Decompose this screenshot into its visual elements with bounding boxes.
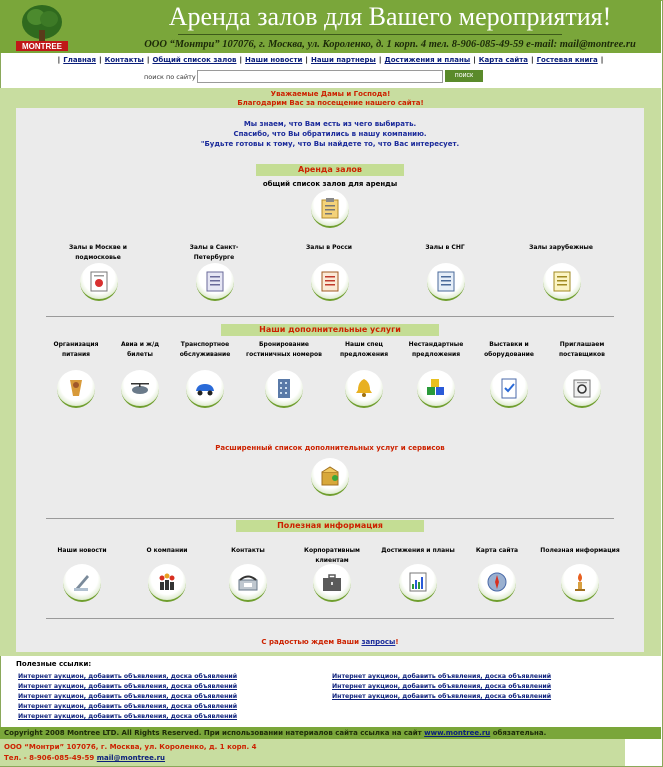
extended-services-button[interactable] — [311, 458, 349, 496]
search-label: поиск по сайту — [144, 73, 196, 81]
special-offers-button[interactable] — [345, 370, 383, 408]
search-input[interactable] — [197, 70, 443, 83]
suppliers-button[interactable] — [563, 370, 601, 408]
service-label-line2: гостиничных номеров — [246, 351, 322, 358]
document-icon — [203, 269, 227, 293]
useful-link[interactable]: Интернет аукцион, добавить объявления, доска объявлений — [18, 713, 238, 720]
welcome-line-1: Уважаемые Дамы и Господа! — [270, 90, 391, 98]
service-label-line1: Наши спец — [345, 341, 383, 348]
all-halls-button[interactable] — [311, 190, 349, 228]
extended-services-link[interactable]: Расширенный список дополнительных услуг и сервисов — [215, 444, 445, 452]
requests-suffix: ! — [395, 638, 399, 646]
info-label-line1: Полезная информация — [540, 547, 620, 554]
service-label-line2: предложения — [411, 351, 461, 358]
useful-link[interactable]: Интернет аукцион, добавить объявления, доска объявлений — [332, 693, 552, 700]
useful-link[interactable]: Интернет аукцион, добавить объявления, доска объявлений — [18, 693, 238, 700]
nav-separator: | — [57, 56, 61, 64]
food-icon — [64, 376, 88, 400]
transport-button[interactable] — [186, 370, 224, 408]
package-icon — [318, 464, 342, 488]
divider — [46, 618, 614, 619]
car-icon — [193, 376, 217, 400]
info-label-line1: Карта сайта — [475, 547, 519, 554]
header — [0, 0, 661, 53]
service-label-line1: Транспортное — [180, 341, 230, 348]
custom-offers-button[interactable] — [417, 370, 455, 408]
useful-link[interactable]: Интернет аукцион, добавить объявления, доска объявлений — [18, 703, 238, 710]
info-label-line2: клиентам — [315, 557, 349, 564]
bar-chart-icon — [406, 570, 430, 594]
service-label-line1: Авиа и ж/д — [120, 341, 160, 348]
copyright-text: Copyright 2008 Montree LTD. All Rights Reserved. При использовании натериалов сайта ссылка на сайт — [4, 729, 425, 737]
nav-separator: | — [99, 56, 102, 64]
header-contact: ООО “Монтри” 107076, г. Москва, ул. Короленко, д. 1 корп. 4 тел. 8-906-085-49-59 e-mail: mail@montree.ru — [144, 39, 636, 50]
footer-address — [0, 739, 661, 766]
sitemap-button[interactable] — [478, 564, 516, 602]
nav-item-5[interactable]: Достижения и планы — [384, 56, 471, 64]
copyright-end: обязательна. — [490, 729, 547, 737]
halls-cis-button[interactable] — [427, 263, 465, 301]
news-button[interactable] — [63, 564, 101, 602]
useful-links-title: Полезные ссылки: — [16, 660, 92, 668]
logo-text: MONTREE — [22, 42, 62, 51]
cubes-icon — [424, 376, 448, 400]
nav-item-0[interactable]: Главная — [63, 56, 97, 64]
tickets-button[interactable] — [121, 370, 159, 408]
rental-label-2[interactable]: Залы в Росси — [306, 244, 352, 251]
rental-subtitle: общий список залов для аренды — [262, 180, 398, 188]
useful-link[interactable]: Интернет аукцион, добавить объявления, доска объявлений — [18, 673, 238, 680]
phone-icon — [236, 570, 260, 594]
rental-label-1[interactable]: Залы в Санкт-Петербурге — [189, 244, 239, 261]
nav-item-1[interactable]: Контакты — [104, 56, 144, 64]
info-label-line1: Контакты — [231, 547, 265, 554]
exhibitions-button[interactable] — [490, 370, 528, 408]
footer-phone-line — [4, 754, 165, 762]
service-label-3[interactable] — [244, 340, 324, 360]
useful-link[interactable]: Интернет аукцион, добавить объявления, доска объявлений — [332, 673, 552, 680]
content-panel — [16, 108, 644, 652]
nav-separator: | — [600, 56, 604, 64]
search-button[interactable]: поиск — [445, 70, 483, 82]
nav-item-3[interactable]: Наши новости — [245, 56, 303, 64]
rental-label-4[interactable]: Залы зарубежные — [529, 244, 593, 251]
info-label-line1: Достижения и планы — [381, 547, 455, 554]
service-label-4[interactable] — [324, 340, 404, 360]
nav-separator: | — [531, 56, 534, 64]
title-underline — [178, 34, 562, 35]
rental-label-3[interactable]: Залы в СНГ — [425, 244, 465, 251]
useful-link[interactable]: Интернет аукцион, добавить объявления, доска объявлений — [18, 683, 238, 690]
service-label-6[interactable] — [469, 340, 549, 360]
torch-icon — [568, 570, 592, 594]
service-label-line2: обслуживание — [179, 351, 231, 358]
service-label-line2: билеты — [127, 351, 153, 358]
nav-separator: | — [473, 56, 476, 64]
building-icon — [272, 376, 296, 400]
section-title-services: Наши дополнительные услуги — [221, 324, 439, 336]
page-title: Аренда залов для Вашего мероприятия! — [168, 2, 612, 31]
info-label-6[interactable] — [540, 546, 620, 556]
info-label-3[interactable] — [292, 546, 372, 566]
halls-russia-button[interactable] — [311, 263, 349, 301]
useful-link[interactable]: Интернет аукцион, добавить объявления, доска объявлений — [332, 683, 552, 690]
service-label-line2: оборудование — [484, 351, 534, 358]
nav-item-6[interactable]: Карта сайта — [478, 56, 528, 64]
service-label-line2: предложения — [339, 351, 389, 358]
copyright-bar — [0, 727, 661, 739]
intro-line-3: "Будьте готовы к тому, что Вы найдете то, что Вас интересует. — [200, 140, 460, 148]
logo[interactable] — [14, 2, 70, 52]
footer-corner — [625, 739, 661, 766]
bell-icon — [352, 376, 376, 400]
requests-link[interactable]: запросы — [361, 638, 396, 646]
halls-spb-button[interactable] — [196, 263, 234, 301]
info-label-line1: Наши новости — [57, 547, 107, 554]
footer-address-line: ООО “Монтри” 107076, г. Москва, ул. Короленко, д. 1 корп. 4 — [4, 743, 257, 751]
service-label-line2: питания — [61, 351, 91, 358]
clipboard-icon — [318, 196, 342, 220]
helicopter-icon — [128, 376, 152, 400]
service-label-line2: поставщиков — [559, 351, 605, 358]
search-row — [0, 69, 661, 85]
list-document-icon — [318, 269, 342, 293]
requests-prefix: С радостью ждем Ваши — [261, 638, 362, 646]
service-label-line1: Нестандартные — [408, 341, 464, 348]
footer-email-link[interactable]: mail@montree.ru — [96, 754, 166, 762]
info-label-0[interactable] — [42, 546, 122, 556]
service-label-line1: Бронирование — [258, 341, 310, 348]
info-label-line1: Корпоративным — [304, 547, 360, 554]
divider — [46, 518, 614, 519]
useful-info-button[interactable] — [561, 564, 599, 602]
corporate-button[interactable] — [313, 564, 351, 602]
info-label-5[interactable] — [457, 546, 537, 556]
tree-logo-icon — [14, 2, 70, 52]
contacts-button[interactable] — [229, 564, 267, 602]
footer-phone: Тел. - 8-906-085-49-59 — [4, 754, 97, 762]
document-icon — [434, 269, 458, 293]
service-label-2[interactable] — [165, 340, 245, 360]
info-label-2[interactable] — [208, 546, 288, 556]
service-label-line1: Организация — [53, 341, 99, 348]
service-label-line1: Приглашаем — [559, 341, 605, 348]
info-label-1[interactable] — [127, 546, 207, 556]
nav-item-7[interactable]: Гостевая книга — [536, 56, 598, 64]
people-icon — [155, 570, 179, 594]
document-icon — [550, 269, 574, 293]
site-link[interactable]: www.montree.ru — [424, 729, 491, 737]
section-title-rental: Аренда залов — [256, 164, 404, 176]
requests-text — [16, 638, 644, 646]
info-label-line1: О компании — [146, 547, 188, 554]
welcome-line-2: Благодарим Вас за посещение нашего сайта! — [237, 99, 424, 107]
info-label-4[interactable] — [378, 546, 458, 556]
nav-item-4[interactable]: Наши партнеры — [310, 56, 376, 64]
rental-label-0[interactable]: Залы в Москве и подмосковье — [69, 244, 127, 261]
hotel-booking-button[interactable] — [265, 370, 303, 408]
nav-separator: | — [239, 56, 243, 64]
nav-item-2[interactable]: Общий список залов — [152, 56, 237, 64]
top-nav — [0, 53, 661, 67]
section-title-info: Полезная информация — [236, 520, 424, 532]
halls-moscow-button[interactable] — [80, 263, 118, 301]
pen-icon — [70, 570, 94, 594]
service-label-line1: Выставки и — [489, 341, 529, 348]
briefcase-icon — [320, 570, 344, 594]
intro-line-2: Спасибо, что Вы обратились в нашу компанию. — [233, 130, 427, 138]
achievements-button[interactable] — [399, 564, 437, 602]
intro-line-1: Мы знаем, что Вам есть из чего выбирать. — [243, 120, 417, 128]
catering-button[interactable] — [57, 370, 95, 408]
service-label-5[interactable] — [396, 340, 476, 360]
service-label-7[interactable] — [542, 340, 622, 360]
main-area — [0, 88, 661, 656]
nav-separator: | — [146, 56, 150, 64]
divider — [46, 316, 614, 317]
certificate-icon — [87, 269, 111, 293]
about-button[interactable] — [148, 564, 186, 602]
nav-separator: | — [305, 56, 308, 64]
letter-icon — [570, 376, 594, 400]
compass-icon — [485, 570, 509, 594]
halls-abroad-button[interactable] — [543, 263, 581, 301]
checklist-icon — [497, 376, 521, 400]
nav-separator: | — [378, 56, 382, 64]
